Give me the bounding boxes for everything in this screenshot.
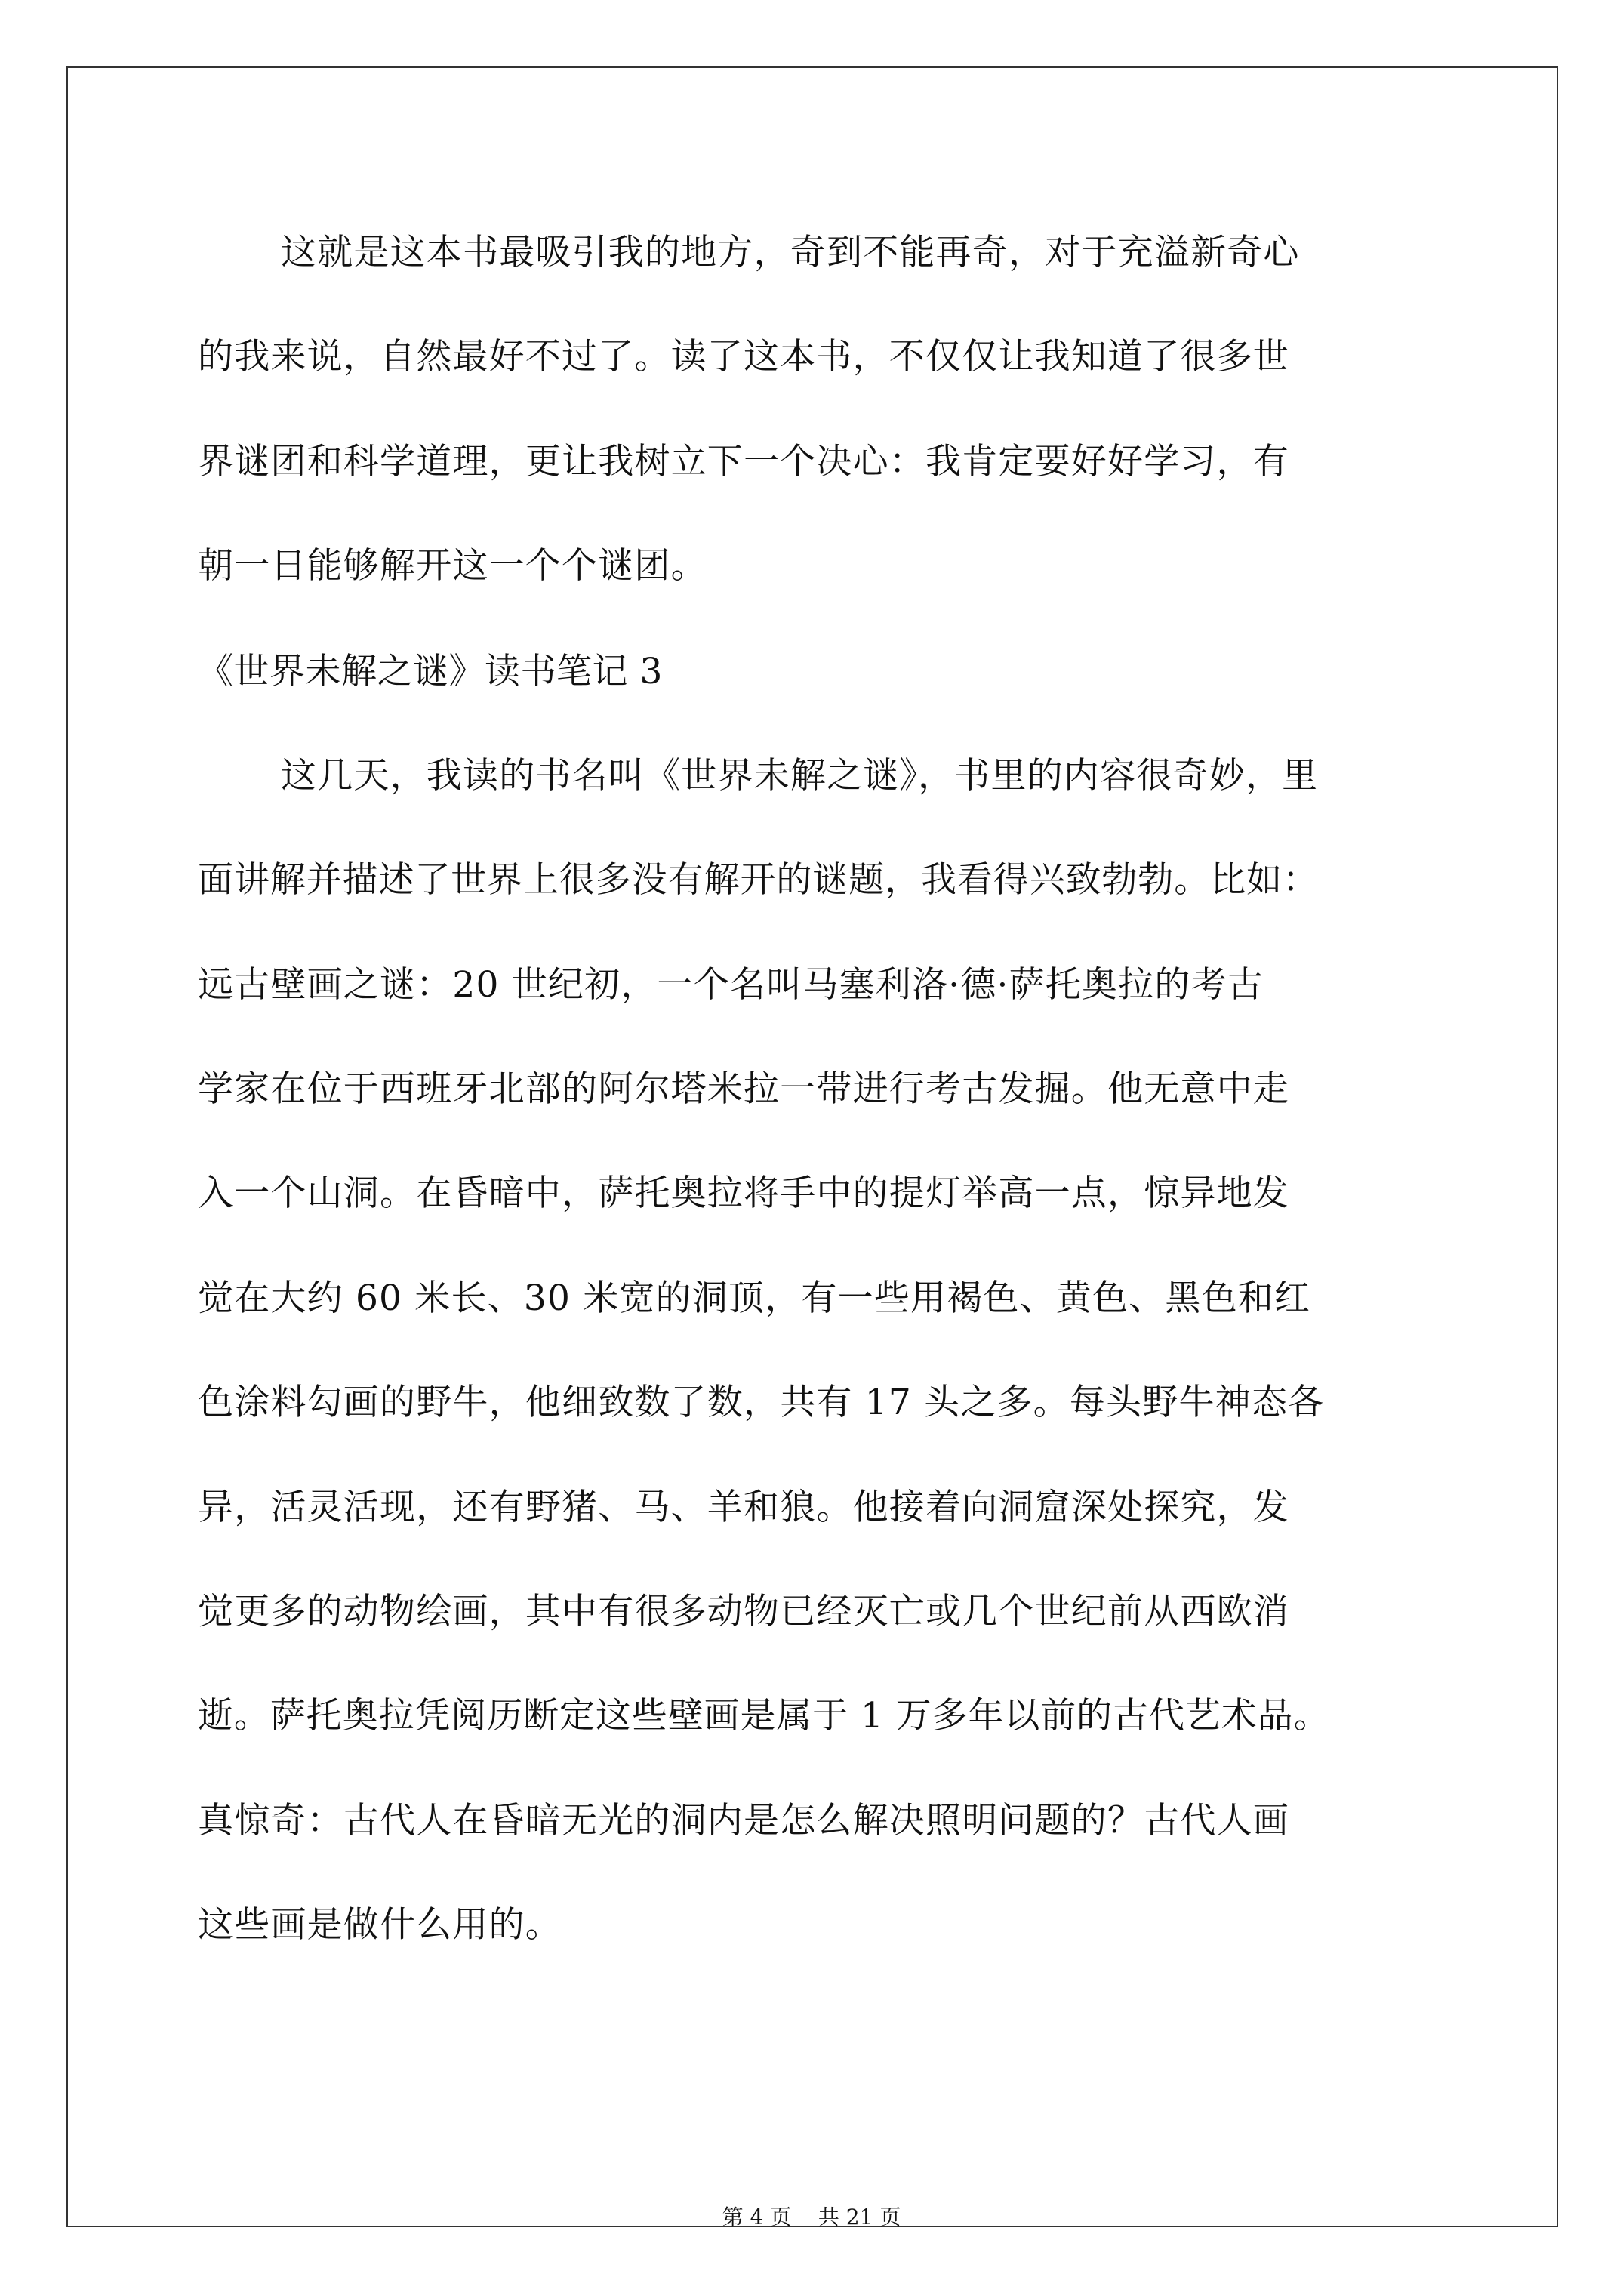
text-line: 远古壁画之谜：20 世纪初，一个名叫马塞利洛·德·萨托奥拉的考古 — [198, 964, 1264, 1006]
page-footer: 第 4 页 共 21 页 — [722, 2205, 901, 2230]
section-title: 《世界未解之谜》读书笔记 3 — [198, 651, 663, 692]
text-line: 异，活灵活现，还有野猪、马、羊和狼。他接着向洞窟深处探究，发 — [198, 1487, 1289, 1528]
text-line: 的我来说，自然最好不过了。读了这本书，不仅仅让我知道了很多世 — [198, 336, 1289, 378]
text-line: 界谜团和科学道理，更让我树立下一个决心：我肯定要好好学习，有 — [198, 441, 1289, 482]
text-line: 学家在位于西班牙北部的阿尔塔米拉一带进行考古发掘。他无意中走 — [198, 1068, 1289, 1110]
text-line: 朝一日能够解开这一个个谜团。 — [198, 545, 707, 587]
text-line: 逝。萨托奥拉凭阅历断定这些壁画是属于 1 万多年以前的古代艺术品。 — [198, 1695, 1330, 1737]
text-line: 这些画是做什么用的。 — [198, 1904, 562, 1946]
text-line: 这就是这本书最吸引我的地方，奇到不能再奇，对于充溢新奇心 — [281, 232, 1300, 273]
text-line: 色涂料勾画的野牛，他细致数了数，共有 17 头之多。每头野牛神态各 — [198, 1382, 1325, 1423]
text-line: 面讲解并描述了世界上很多没有解开的谜题，我看得兴致勃勃。比如： — [198, 859, 1319, 901]
text-line: 入一个山洞。在昏暗中，萨托奥拉将手中的提灯举高一点，惊异地发 — [198, 1173, 1289, 1214]
text-line: 觉更多的动物绘画，其中有很多动物已经灭亡或几个世纪前从西欧消 — [198, 1591, 1289, 1632]
text-line: 真惊奇：古代人在昏暗无光的洞内是怎么解决照明问题的？古代人画 — [198, 1800, 1289, 1841]
text-line: 觉在大约 60 米长、30 米宽的洞顶，有一些用褐色、黄色、黑色和红 — [198, 1277, 1311, 1319]
text-line: 这几天，我读的书名叫《世界未解之谜》，书里的内容很奇妙，里 — [281, 755, 1319, 797]
